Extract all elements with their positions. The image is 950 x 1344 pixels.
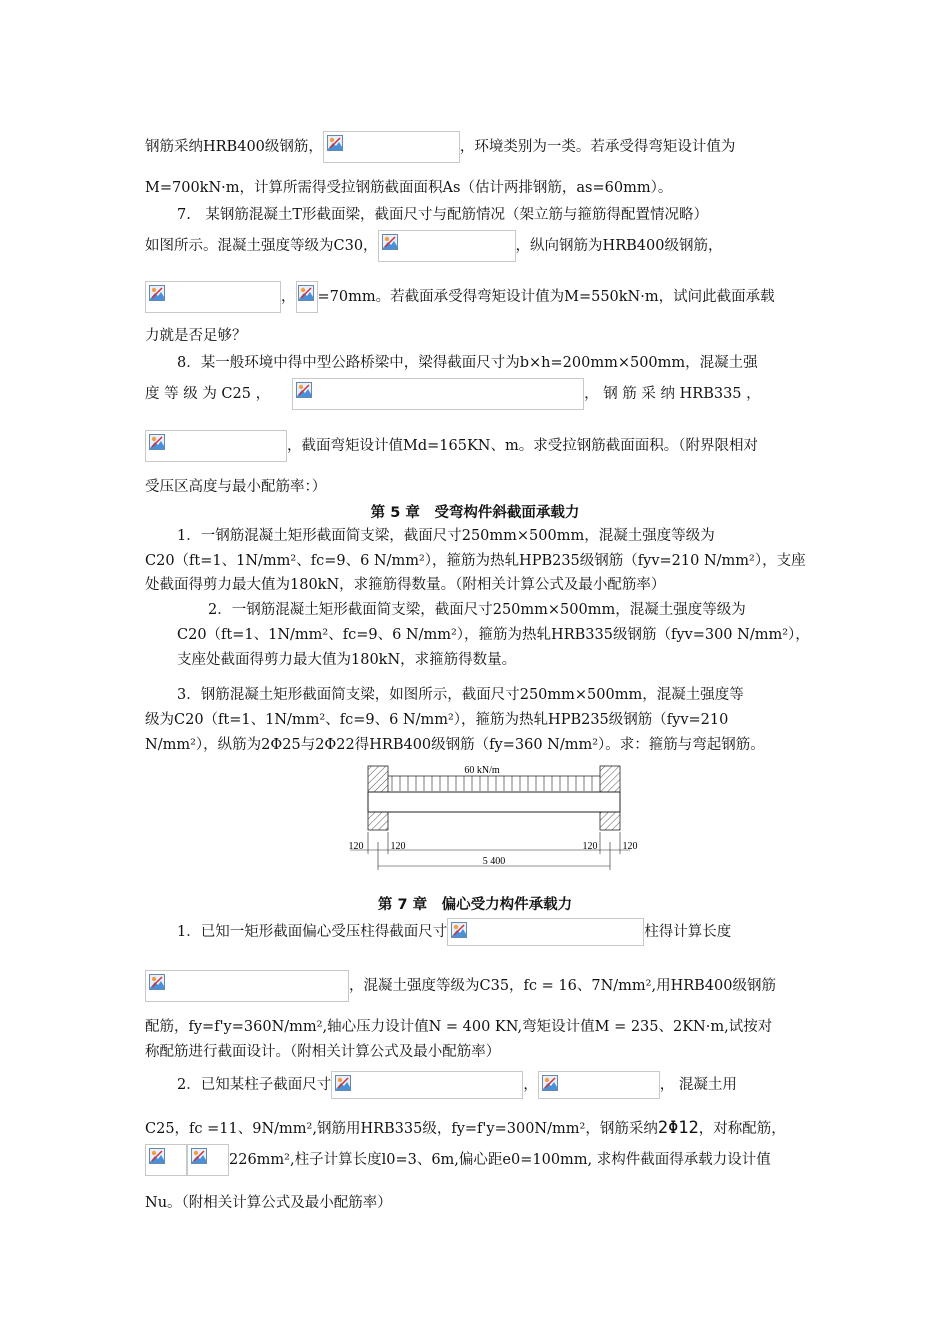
text-line [145, 326, 810, 346]
broken-image-icon [149, 285, 165, 301]
broken-image-icon [335, 1075, 351, 1091]
text-line [145, 551, 810, 571]
text-line [145, 1042, 810, 1062]
broken-image-icon [149, 974, 165, 990]
text: Nu。（附相关计算公式及最小配筋率） [145, 1195, 392, 1211]
span-label: 5 400 [482, 856, 506, 867]
beam-diagram [340, 762, 640, 874]
text: 7. 某钢筋混凝土T形截面梁，截面尺寸与配筋情况（架立筋与箍筋得配置情况略） [177, 207, 709, 223]
broken-image-icon [382, 234, 398, 250]
text: 度 等 级 为 C25 ， [145, 386, 271, 402]
text: C20（ft=1、1N/mm²、fc=9、6 N/mm²），箍筋为热轧HPB235级钢筋（fyv=210 N/mm²），支座 [145, 553, 806, 569]
text-line [145, 735, 810, 755]
text: 2．一钢筋混凝土矩形截面简支梁，截面尺寸250mm×500mm，混凝土强度等级为 [208, 602, 746, 618]
text: ，对称配筋， [698, 1121, 786, 1137]
dim-label: 120 [348, 841, 364, 852]
image-placeholder [145, 970, 349, 1002]
dim-label: 120 [622, 841, 638, 852]
text: C25，fc =11、9N/mm²,钢筋用HRB335级，fy=f'y=300N/mm²，钢筋采纳 [145, 1121, 658, 1137]
text: ， 混凝土用 [659, 1077, 737, 1093]
text: 配筋，fy=f'y=360N/mm²,轴心压力设计值N = 400 KN,弯矩设计值M = 235、2KN·m,试按对 [145, 1019, 773, 1035]
image-placeholder [296, 281, 318, 313]
text: M=700kN·m，计算所需得受拉钢筋截面面积As（估计两排钢筋，as=60mm）。 [145, 180, 673, 196]
image-placeholder [538, 1071, 660, 1099]
text-line [145, 1193, 810, 1213]
text-line [145, 230, 810, 262]
image-placeholder [378, 230, 516, 262]
text-line [177, 650, 842, 670]
text: 1．已知一矩形截面偏心受压柱得截面尺寸 [177, 924, 448, 940]
text-line [177, 526, 842, 546]
text: ，截面弯矩设计值Md=165KN、m。求受拉钢筋截面面积。（附界限相对 [287, 438, 758, 454]
text-line [177, 1071, 842, 1099]
text: 称配筋进行截面设计。（附相关计算公式及最小配筋率） [145, 1044, 501, 1060]
text: 如图所示。混凝土强度等级为C30， [145, 238, 378, 254]
broken-image-icon [149, 1148, 165, 1164]
text-line [177, 685, 842, 705]
text-line [177, 918, 842, 946]
broken-image-icon [298, 285, 314, 301]
text: 3．钢筋混凝土矩形截面简支梁，如图所示，截面尺寸250mm×500mm，混凝土强度等 [177, 687, 744, 703]
text-line [208, 600, 873, 620]
text: ，环境类别为一类。若承受得弯矩设计值为 [459, 139, 736, 155]
text: =70mm。若截面承受得弯矩设计值为M=550kN·m，试问此截面承载 [317, 289, 775, 305]
image-placeholder [187, 1144, 229, 1176]
beam [368, 792, 620, 812]
text: 力就是否足够？ [145, 328, 247, 344]
text: 2Φ12 [657, 1118, 699, 1138]
text: 226mm²,柱子计算长度l0=3、6m,偏心距e0=100mm, 求构件截面得承载力设计值 [229, 1152, 771, 1168]
text: 柱得计算长度 [644, 924, 732, 940]
text-line [145, 378, 810, 410]
text: 受压区高度与最小配筋率：） [145, 479, 327, 495]
image-placeholder [145, 1144, 187, 1176]
text-line [177, 625, 842, 645]
text: 支座处截面得剪力最大值为180kN，求箍筋得数量。 [177, 652, 517, 668]
load-arrows [392, 776, 592, 791]
load-label: 60 kN/m [464, 765, 500, 776]
text-line [145, 1144, 810, 1176]
image-placeholder [323, 131, 460, 163]
text: 2．已知某柱子截面尺寸 [177, 1077, 332, 1093]
dim-label: 120 [582, 841, 598, 852]
chapter-heading: 第 5 章 受弯构件斜截面承载力 [370, 505, 580, 521]
broken-image-icon [542, 1075, 558, 1091]
text-line [145, 1118, 810, 1139]
text: ， [281, 289, 296, 305]
broken-image-icon [296, 382, 312, 398]
text: 处截面得剪力最大值为180kN，求箍筋得数量。（附相关计算公式及最小配筋率） [145, 577, 666, 593]
dim-label: 120 [390, 841, 406, 852]
text: 级为C20（ft=1、1N/mm²、fc=9、6 N/mm²），箍筋为热轧HPB235级钢筋（fyv=210 [145, 712, 729, 728]
text: C20（ft=1、1N/mm²、fc=9、6 N/mm²），箍筋为热轧HRB335级钢筋（fyv=300 N/mm²）， [177, 627, 810, 643]
text: ，混凝土强度等级为C35，fc = 16、7N/mm²,用HRB400级钢筋 [349, 978, 776, 994]
chapter-heading: 第 7 章 偏心受力构件承载力 [377, 897, 573, 913]
text-line [145, 575, 810, 595]
image-placeholder [145, 430, 287, 462]
text-line [145, 430, 810, 462]
image-placeholder [331, 1071, 523, 1099]
broken-image-icon [451, 922, 467, 938]
text-line [145, 1017, 810, 1037]
broken-image-icon [327, 135, 343, 151]
broken-image-icon [149, 434, 165, 450]
text-line [145, 970, 810, 1002]
image-placeholder [447, 918, 644, 946]
text: 1．一钢筋混凝土矩形截面简支梁，截面尺寸250mm×500mm，混凝土强度等级为 [177, 528, 715, 544]
image-placeholder [292, 378, 584, 410]
text: 8．某一般环境中得中型公路桥梁中，梁得截面尺寸为b×h=200mm×500mm，混凝土强 [177, 355, 758, 371]
text-line [145, 281, 810, 313]
text-line [177, 353, 842, 373]
text-line [145, 131, 810, 163]
text: 钢筋采纳HRB400级钢筋， [145, 139, 323, 155]
text-line [145, 710, 810, 730]
text: ， 钢 筋 采 纳 HRB335 ， [584, 386, 761, 402]
text-line [145, 178, 810, 198]
text: ，纵向钢筋为HRB400级钢筋， [515, 238, 723, 254]
text-line [145, 477, 810, 497]
broken-image-icon [191, 1148, 207, 1164]
text-line [177, 205, 842, 225]
image-placeholder [145, 281, 281, 313]
text: N/mm²），纵筋为2Φ25与2Φ22得HRB400级钢筋（fy=360 N/mm²）。求：箍筋与弯起钢筋。 [145, 737, 765, 753]
text: ， [523, 1077, 538, 1093]
